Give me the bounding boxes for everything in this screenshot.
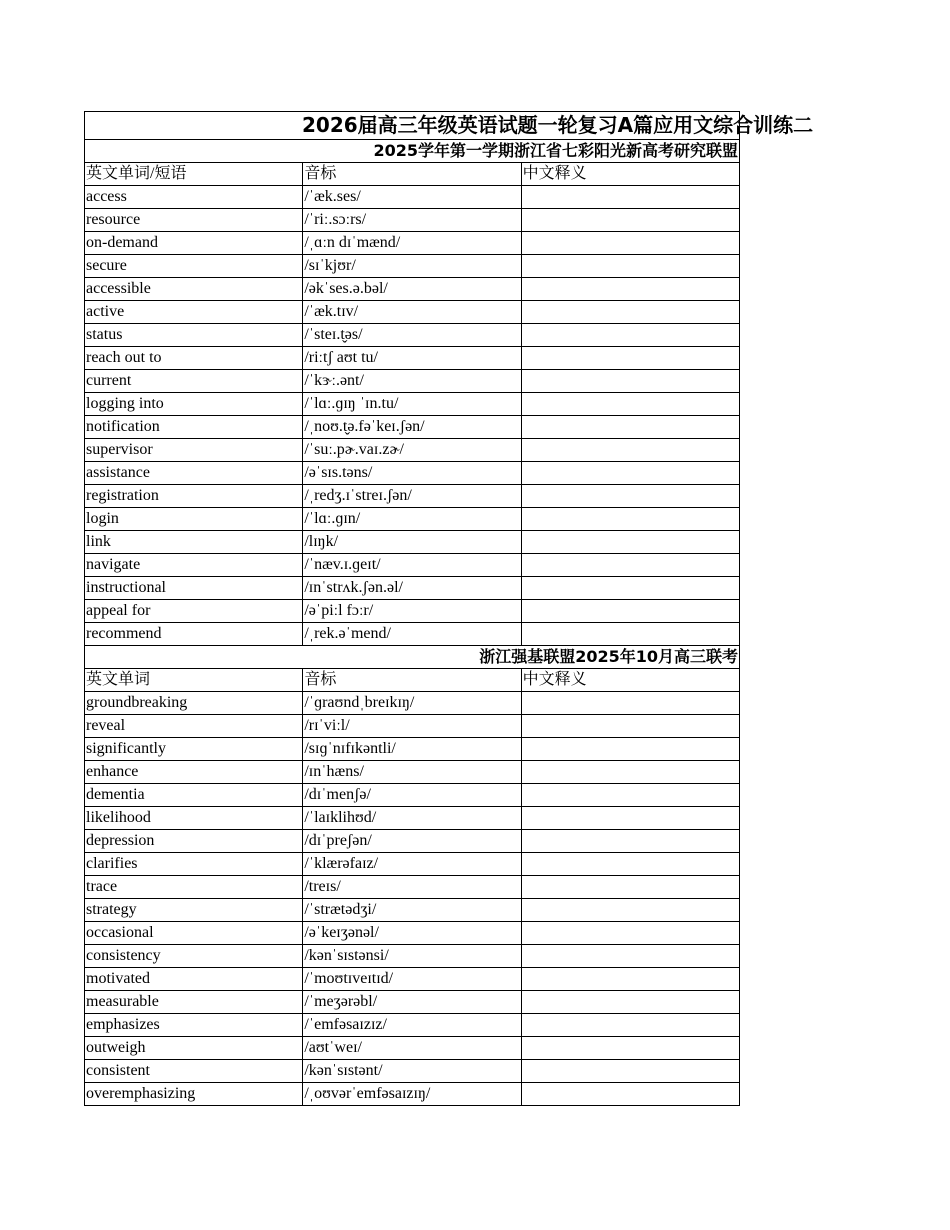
phonetic-cell[interactable]: /ˈsteɪ.t̬əs/ — [303, 324, 521, 347]
phonetic-cell[interactable]: /ˈnæv.ɪ.ɡeɪt/ — [303, 554, 521, 577]
phonetic-cell[interactable]: /ˈsuː.pɚ.vaɪ.zɚ/ — [303, 439, 521, 462]
word-cell[interactable]: login — [85, 508, 303, 531]
word-cell[interactable]: outweigh — [85, 1037, 303, 1060]
meaning-cell[interactable] — [521, 1060, 739, 1083]
meaning-cell[interactable] — [521, 301, 739, 324]
word-cell[interactable]: reveal — [85, 715, 303, 738]
word-cell[interactable]: link — [85, 531, 303, 554]
phonetic-cell[interactable]: /dɪˈpreʃən/ — [303, 830, 521, 853]
meaning-cell[interactable] — [521, 186, 739, 209]
phonetic-cell[interactable]: /ˈlɑː.ɡɪŋ ˈɪn.tu/ — [303, 393, 521, 416]
phonetic-cell[interactable]: /kənˈsɪstənt/ — [303, 1060, 521, 1083]
meaning-cell[interactable] — [521, 485, 739, 508]
word-cell[interactable]: significantly — [85, 738, 303, 761]
phonetic-cell[interactable]: /treɪs/ — [303, 876, 521, 899]
word-cell[interactable]: secure — [85, 255, 303, 278]
table-row — [85, 485, 740, 508]
word-cell[interactable]: measurable — [85, 991, 303, 1014]
word-cell[interactable]: clarifies — [85, 853, 303, 876]
table-row — [85, 347, 740, 370]
phonetic-cell[interactable]: /aʊtˈweɪ/ — [303, 1037, 521, 1060]
table-row — [85, 623, 740, 646]
table-row — [85, 853, 740, 876]
meaning-cell[interactable] — [521, 968, 739, 991]
meaning-cell[interactable] — [521, 692, 739, 715]
phonetic-cell[interactable]: /ˈemfəsaɪzɪz/ — [303, 1014, 521, 1037]
meaning-cell[interactable] — [521, 991, 739, 1014]
phonetic-cell[interactable]: /ˈklærəfaɪz/ — [303, 853, 521, 876]
header-phonetic[interactable]: 音标 — [303, 163, 521, 186]
word-cell[interactable]: dementia — [85, 784, 303, 807]
table-row — [85, 1060, 740, 1083]
phonetic-cell[interactable]: /ˈkɝː.ənt/ — [303, 370, 521, 393]
meaning-cell[interactable] — [521, 830, 739, 853]
table-row — [85, 416, 740, 439]
phonetic-cell[interactable]: /dɪˈmenʃə/ — [303, 784, 521, 807]
word-cell[interactable]: recommend — [85, 623, 303, 646]
word-cell[interactable]: consistency — [85, 945, 303, 968]
meaning-cell[interactable] — [521, 876, 739, 899]
phonetic-cell[interactable]: /ˈɡraʊndˌbreɪkɪŋ/ — [303, 692, 521, 715]
meaning-cell[interactable] — [521, 600, 739, 623]
word-cell[interactable]: groundbreaking — [85, 692, 303, 715]
word-cell[interactable]: appeal for — [85, 600, 303, 623]
phonetic-cell[interactable]: /ˈlaɪklihʊd/ — [303, 807, 521, 830]
section-heading-row — [85, 140, 740, 163]
table-row — [85, 186, 740, 209]
table-row — [85, 1037, 740, 1060]
section-heading-text: 浙江强基联盟2025年10月高三联考 — [479, 647, 738, 666]
table-row — [85, 1014, 740, 1037]
table-row — [85, 715, 740, 738]
meaning-cell[interactable] — [521, 623, 739, 646]
meaning-cell[interactable] — [521, 554, 739, 577]
phonetic-cell[interactable]: /əkˈses.ə.bəl/ — [303, 278, 521, 301]
table-row — [85, 945, 740, 968]
vocabulary-sheet-body — [85, 112, 814, 1106]
table-row — [85, 255, 740, 278]
table-row — [85, 968, 740, 991]
meaning-cell[interactable] — [521, 761, 739, 784]
word-cell[interactable]: occasional — [85, 922, 303, 945]
phonetic-cell[interactable]: /ˈlɑː.ɡɪn/ — [303, 508, 521, 531]
title-row — [85, 112, 740, 140]
table-row — [85, 600, 740, 623]
table-row — [85, 278, 740, 301]
header-word[interactable]: 英文单词/短语 — [85, 163, 303, 186]
phonetic-cell[interactable]: /ˌnoʊ.t̬ə.fəˈkeɪ.ʃən/ — [303, 416, 521, 439]
phonetic-cell[interactable]: /əˈpiːl fɔːr/ — [303, 600, 521, 623]
phonetic-cell[interactable]: /ɪnˈstrʌk.ʃən.əl/ — [303, 577, 521, 600]
meaning-cell[interactable] — [521, 853, 739, 876]
meaning-cell[interactable] — [521, 1014, 739, 1037]
word-cell[interactable]: enhance — [85, 761, 303, 784]
table-row — [85, 577, 740, 600]
meaning-cell[interactable] — [521, 393, 739, 416]
table-row — [85, 301, 740, 324]
meaning-cell[interactable] — [521, 577, 739, 600]
phonetic-cell[interactable]: /ˌɑːn dɪˈmænd/ — [303, 232, 521, 255]
table-row — [85, 439, 740, 462]
phonetic-cell[interactable]: /ˌoʊvərˈemfəsaɪzɪŋ/ — [303, 1083, 521, 1106]
word-cell[interactable]: strategy — [85, 899, 303, 922]
table-row — [85, 232, 740, 255]
table-row — [85, 209, 740, 232]
table-row — [85, 899, 740, 922]
meaning-cell[interactable] — [521, 370, 739, 393]
table-row — [85, 692, 740, 715]
section-heading[interactable] — [85, 646, 740, 669]
word-cell[interactable]: likelihood — [85, 807, 303, 830]
meaning-cell[interactable] — [521, 945, 739, 968]
table-row — [85, 761, 740, 784]
column-header-row — [85, 163, 740, 186]
word-cell[interactable]: access — [85, 186, 303, 209]
table-row — [85, 830, 740, 853]
meaning-cell[interactable] — [521, 347, 739, 370]
phonetic-cell[interactable]: /ˈriː.sɔːrs/ — [303, 209, 521, 232]
table-row — [85, 876, 740, 899]
meaning-cell[interactable] — [521, 508, 739, 531]
meaning-cell[interactable] — [521, 439, 739, 462]
phonetic-cell[interactable]: /ˈstrætədʒi/ — [303, 899, 521, 922]
word-cell[interactable]: depression — [85, 830, 303, 853]
word-cell[interactable]: on-demand — [85, 232, 303, 255]
table-row — [85, 784, 740, 807]
header-word[interactable]: 英文单词 — [85, 669, 303, 692]
table-row — [85, 324, 740, 347]
table-row — [85, 531, 740, 554]
word-cell[interactable]: consistent — [85, 1060, 303, 1083]
phonetic-cell[interactable]: /əˈsɪs.təns/ — [303, 462, 521, 485]
word-cell[interactable]: logging into — [85, 393, 303, 416]
word-cell[interactable]: active — [85, 301, 303, 324]
table-row — [85, 807, 740, 830]
section-heading-row — [85, 646, 740, 669]
meaning-cell[interactable] — [521, 462, 739, 485]
word-cell[interactable]: overemphasizing — [85, 1083, 303, 1106]
phonetic-cell[interactable]: /ˈæk.tɪv/ — [303, 301, 521, 324]
word-cell[interactable]: registration — [85, 485, 303, 508]
phonetic-cell[interactable]: /sɪɡˈnɪfɪkəntli/ — [303, 738, 521, 761]
meaning-cell[interactable] — [521, 1083, 739, 1106]
table-row — [85, 738, 740, 761]
meaning-cell[interactable] — [521, 278, 739, 301]
meaning-cell[interactable] — [521, 807, 739, 830]
phonetic-cell[interactable]: /sɪˈkjʊr/ — [303, 255, 521, 278]
header-meaning[interactable]: 中文释义 — [521, 669, 739, 692]
phonetic-cell[interactable]: /riːtʃ aʊt tu/ — [303, 347, 521, 370]
section-heading-text: 2025学年第一学期浙江省七彩阳光新高考研究联盟 — [373, 141, 738, 160]
meaning-cell[interactable] — [521, 232, 739, 255]
table-row — [85, 554, 740, 577]
meaning-cell[interactable] — [521, 531, 739, 554]
meaning-cell[interactable] — [521, 715, 739, 738]
meaning-cell[interactable] — [521, 738, 739, 761]
phonetic-cell[interactable]: /ˈmoʊtɪveɪtɪd/ — [303, 968, 521, 991]
word-cell[interactable]: supervisor — [85, 439, 303, 462]
header-phonetic[interactable]: 音标 — [303, 669, 521, 692]
vocabulary-sheet — [84, 111, 814, 1106]
meaning-cell[interactable] — [521, 255, 739, 278]
word-cell[interactable]: assistance — [85, 462, 303, 485]
word-cell[interactable]: motivated — [85, 968, 303, 991]
phonetic-cell[interactable]: /ˈmeʒərəbl/ — [303, 991, 521, 1014]
word-cell[interactable]: reach out to — [85, 347, 303, 370]
phonetic-cell[interactable]: /ˌredʒ.ɪˈstreɪ.ʃən/ — [303, 485, 521, 508]
phonetic-cell[interactable]: /ˈæk.ses/ — [303, 186, 521, 209]
phonetic-cell[interactable]: /əˈkeɪʒənəl/ — [303, 922, 521, 945]
table-row — [85, 393, 740, 416]
header-meaning[interactable]: 中文释义 — [521, 163, 739, 186]
phonetic-cell[interactable]: /ɪnˈhæns/ — [303, 761, 521, 784]
phonetic-cell[interactable]: /rɪˈviːl/ — [303, 715, 521, 738]
word-cell[interactable]: notification — [85, 416, 303, 439]
column-header-row — [85, 669, 740, 692]
table-row — [85, 991, 740, 1014]
phonetic-cell[interactable]: /kənˈsɪstənsi/ — [303, 945, 521, 968]
word-cell[interactable]: navigate — [85, 554, 303, 577]
table-row — [85, 462, 740, 485]
meaning-cell[interactable] — [521, 1037, 739, 1060]
meaning-cell[interactable] — [521, 784, 739, 807]
meaning-cell[interactable] — [521, 324, 739, 347]
table-row — [85, 922, 740, 945]
word-cell[interactable]: emphasizes — [85, 1014, 303, 1037]
table-row — [85, 370, 740, 393]
word-cell[interactable]: status — [85, 324, 303, 347]
meaning-cell[interactable] — [521, 899, 739, 922]
phonetic-cell[interactable]: /ˌrek.əˈmend/ — [303, 623, 521, 646]
meaning-cell[interactable] — [521, 416, 739, 439]
word-cell[interactable]: instructional — [85, 577, 303, 600]
phonetic-cell[interactable]: /lɪŋk/ — [303, 531, 521, 554]
table-row — [85, 508, 740, 531]
word-cell[interactable]: resource — [85, 209, 303, 232]
word-cell[interactable]: accessible — [85, 278, 303, 301]
table-row — [85, 1083, 740, 1106]
sheet-title[interactable]: 2026届高三年级英语试题一轮复习A篇应用文综合训练二 — [85, 112, 740, 140]
section-heading[interactable] — [85, 140, 740, 163]
meaning-cell[interactable] — [521, 922, 739, 945]
word-cell[interactable]: trace — [85, 876, 303, 899]
word-cell[interactable]: current — [85, 370, 303, 393]
meaning-cell[interactable] — [521, 209, 739, 232]
